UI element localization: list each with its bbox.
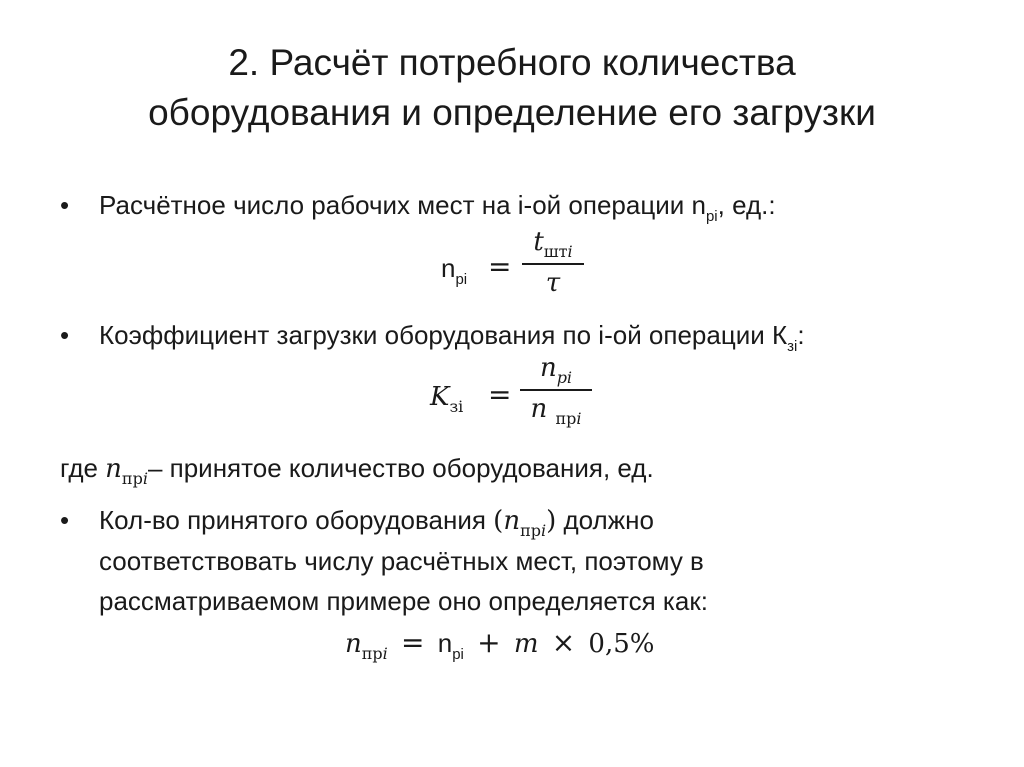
formula2-den-var: n	[530, 393, 548, 424]
where-text: – принятое количество оборудования, ед.	[147, 453, 654, 483]
item3-var-sub: пр	[520, 521, 541, 540]
formula3-equals: =	[401, 626, 425, 659]
formula2-numerator	[520, 352, 592, 387]
formula2-fraction-bar	[520, 389, 592, 391]
where-var: n	[105, 454, 122, 484]
item2-tail: :	[797, 320, 805, 350]
item1-text: Расчётное число рабочих мест на i-ой операции n	[99, 190, 706, 220]
where-prefix: где	[60, 453, 106, 483]
where-line	[60, 451, 654, 489]
title-line-2: оборудования и определение его загрузки	[148, 92, 876, 133]
bullet-marker-3: •	[60, 505, 70, 535]
formula1-fraction	[522, 226, 584, 299]
formula3-times: ×	[551, 626, 576, 659]
where-var-sub: пр	[121, 469, 143, 488]
formula1-num-var: t	[533, 227, 544, 257]
bullet-item-3-line-1	[99, 503, 654, 541]
bullet-item-2	[99, 318, 805, 357]
formula2-equals: =	[488, 378, 512, 411]
formula2-num-sub: pi	[556, 368, 573, 387]
formula1-lhs-sub: pi	[455, 271, 468, 288]
item3-var: n	[503, 506, 521, 536]
item3-paren-close: )	[546, 506, 557, 536]
formula1-lhs-var: n	[441, 253, 456, 283]
item2-subscript: зi	[787, 338, 798, 355]
formula2-num-var: n	[539, 353, 557, 383]
formula1-lhs	[441, 251, 467, 290]
formula3-term1-sub: pi	[452, 646, 464, 663]
title-line-1: 2. Расчёт потребного количества	[228, 42, 796, 83]
formula1-equals: =	[488, 250, 512, 283]
formula2-den-sub: пр	[555, 408, 577, 428]
formula1-fraction-bar	[522, 263, 584, 265]
item3-paren-open: (	[493, 506, 504, 536]
formula3-m-var: m	[513, 629, 539, 659]
formula3-percent: 0,5%	[588, 629, 655, 659]
bullet-marker-2: •	[60, 320, 70, 350]
formula3	[345, 626, 654, 665]
item2-text: Коэффициент загрузки оборудования по i-ой операции К	[99, 320, 788, 350]
formula2-lhs-var: K	[430, 382, 450, 412]
formula3-term1-var: n	[437, 628, 453, 658]
formula2-lhs-sub: зi	[449, 397, 464, 416]
formula2-denominator	[520, 393, 592, 428]
item1-subscript: pi	[705, 208, 718, 225]
item3-var-idx: i	[540, 521, 547, 540]
formula1-num-idx: i	[567, 242, 573, 261]
where-var-idx: i	[142, 469, 148, 488]
formula3-lhs-var: n	[345, 629, 362, 659]
formula3-lhs-sub: пр	[361, 644, 383, 663]
slide-title	[60, 38, 964, 138]
item1-tail: , ед.:	[717, 190, 776, 220]
bullet-item-3-line-2: соответствовать числу расчётных мест, поэтому в	[99, 546, 704, 576]
item3-line1-text: Кол-во принятого оборудования	[99, 505, 494, 535]
formula1-denominator: τ	[545, 267, 561, 298]
formula2-fraction	[520, 352, 592, 428]
bullet-marker-1: •	[60, 190, 70, 220]
bullet-item-1	[99, 188, 776, 227]
bullet-item-3-line-3: рассматриваемом примере оно определяется как:	[99, 586, 708, 616]
formula2-lhs	[430, 380, 463, 417]
formula3-lhs-idx: i	[382, 644, 388, 663]
formula1-numerator	[522, 226, 584, 261]
formula3-plus: +	[477, 626, 501, 659]
formula1-num-sub: шт	[543, 242, 568, 261]
item3-line1-tail: должно	[556, 505, 654, 535]
formula2-den-idx: i	[576, 408, 582, 428]
